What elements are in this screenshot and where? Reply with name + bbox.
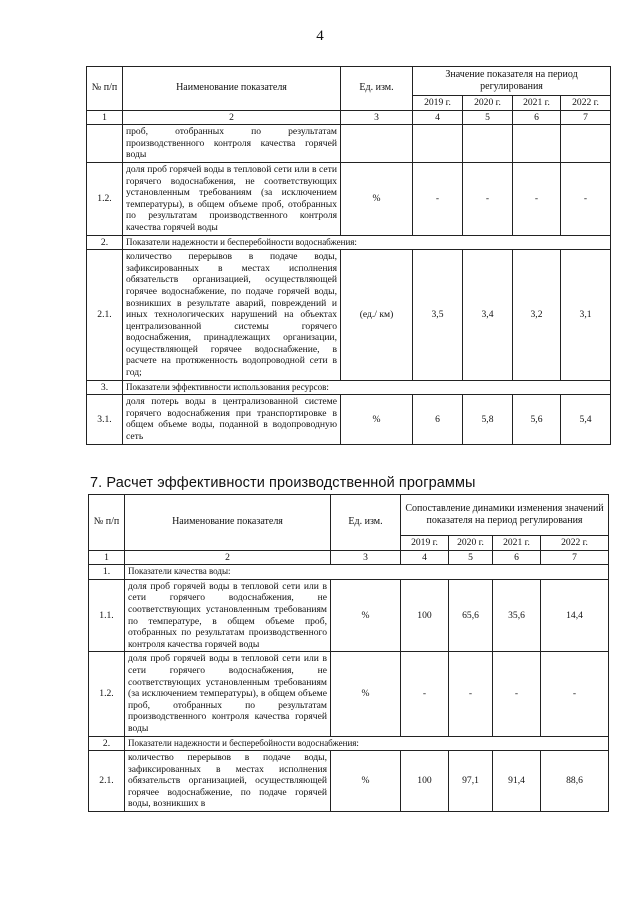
row-value: 3,2	[513, 250, 561, 381]
column-number: 1	[89, 550, 125, 565]
row-value: 91,4	[493, 751, 541, 812]
section-title: Показатели надежности и бесперебойности водоснабжения:	[123, 235, 611, 250]
header-name: Наименование показателя	[123, 67, 341, 111]
row-value: -	[463, 162, 513, 235]
row-value: -	[541, 652, 609, 736]
header-year: 2020 г.	[463, 96, 513, 111]
row-unit: (ед./ км)	[341, 250, 413, 381]
section-row	[87, 235, 611, 250]
column-number: 6	[513, 110, 561, 125]
row-value	[561, 125, 611, 163]
row-name: доля проб горячей воды в тепловой сети или в сети горячего водоснабжения, не соответствующих установленным требованиям (за исключением температуры), в общем объеме проб, отобранных по результатам производственного контроля качества горячей воды	[123, 162, 341, 235]
header-unit: Ед. изм.	[341, 67, 413, 111]
column-number: 5	[449, 550, 493, 565]
row-value: 5,8	[463, 395, 513, 444]
column-number: 2	[123, 110, 341, 125]
section-row	[89, 565, 609, 580]
table-row	[89, 751, 609, 812]
row-value: -	[449, 652, 493, 736]
header-period: Сопоставление динамики изменения значений показателя на период регулирования	[401, 495, 609, 536]
row-value: 65,6	[449, 579, 493, 652]
row-name: доля проб горячей воды в тепловой сети или в сети горячего водоснабжения, не соответствующих установленным требованиям по температуре, в общем объеме проб, отобранных по результатам производственного контроля качества горячей воды	[125, 579, 331, 652]
section-num: 2.	[89, 736, 125, 751]
row-value: 6	[413, 395, 463, 444]
column-number: 4	[413, 110, 463, 125]
column-number: 2	[125, 550, 331, 565]
indicator-values-table	[86, 66, 611, 445]
section-title: Показатели надежности и бесперебойности водоснабжения:	[125, 736, 609, 751]
row-name: доля потерь воды в централизованной системе горячего водоснабжения при транспортировке в общем объеме воды, поданной в водопроводную сеть	[123, 395, 341, 444]
row-value: 35,6	[493, 579, 541, 652]
row-name: количество перерывов в подаче воды, зафиксированных в местах исполнения обязательств организацией, осуществляющей горячее водоснабжение, по подаче горячей воды, возникших в результате аварий, повреждений и иных технологических нарушений на объектах централизованной системы горячего водоснабжения, принадлежащих организации, осуществляющей горячее водоснабжение, в расчете на протяженность водопроводной сети в год;	[123, 250, 341, 381]
table-row	[87, 250, 611, 381]
column-number: 7	[541, 550, 609, 565]
section-title: Показатели качества воды:	[125, 565, 609, 580]
row-name: доля проб горячей воды в тепловой сети или в сети горячего водоснабжения, не соответствующих установленным требованиям (за исключением температуры), в общем объеме проб, отобранных по результатам производственного контроля качества горячей воды	[125, 652, 331, 736]
row-num: 2.1.	[87, 250, 123, 381]
row-value	[513, 125, 561, 163]
row-name: количество перерывов в подаче воды, зафиксированных в местах исполнения обязательств организацией, осуществляющей горячее водоснабжение, по подаче горячей воды, возникших в	[125, 751, 331, 812]
column-number: 5	[463, 110, 513, 125]
row-value: -	[493, 652, 541, 736]
row-value: -	[513, 162, 561, 235]
header-year: 2019 г.	[401, 536, 449, 551]
row-unit: %	[331, 579, 401, 652]
header-year: 2020 г.	[449, 536, 493, 551]
row-value: 14,4	[541, 579, 609, 652]
header-name: Наименование показателя	[125, 495, 331, 551]
table-header-row	[89, 495, 609, 536]
section-num: 2.	[87, 235, 123, 250]
row-unit: %	[331, 652, 401, 736]
row-num	[87, 125, 123, 163]
header-year: 2022 г.	[561, 96, 611, 111]
row-unit: %	[331, 751, 401, 812]
section-row	[89, 736, 609, 751]
header-year: 2022 г.	[541, 536, 609, 551]
row-value: 97,1	[449, 751, 493, 812]
column-number: 3	[341, 110, 413, 125]
header-unit: Ед. изм.	[331, 495, 401, 551]
header-num: № п/п	[87, 67, 123, 111]
section-row	[87, 380, 611, 395]
row-value: -	[401, 652, 449, 736]
row-unit	[341, 125, 413, 163]
column-number: 1	[87, 110, 123, 125]
row-value: 3,1	[561, 250, 611, 381]
row-num: 1.2.	[87, 162, 123, 235]
row-value: 5,4	[561, 395, 611, 444]
table-row	[87, 395, 611, 444]
row-value: 3,5	[413, 250, 463, 381]
row-value	[413, 125, 463, 163]
column-number: 3	[331, 550, 401, 565]
table-row	[89, 579, 609, 652]
header-year: 2019 г.	[413, 96, 463, 111]
efficiency-table	[88, 494, 609, 812]
row-value: 100	[401, 751, 449, 812]
column-number: 6	[493, 550, 541, 565]
section-7-title: 7. Расчет эффективности производственной программы	[90, 475, 476, 491]
header-year: 2021 г.	[513, 96, 561, 111]
row-num: 1.1.	[89, 579, 125, 652]
page-number: 4	[316, 28, 324, 44]
row-value: 88,6	[541, 751, 609, 812]
row-name: проб, отобранных по результатам производственного контроля качества горячей воды	[123, 125, 341, 163]
header-num: № п/п	[89, 495, 125, 551]
column-numbers-row	[87, 110, 611, 125]
row-value: -	[561, 162, 611, 235]
row-value: 3,4	[463, 250, 513, 381]
column-number: 7	[561, 110, 611, 125]
row-value: 5,6	[513, 395, 561, 444]
section-num: 1.	[89, 565, 125, 580]
table-row	[87, 162, 611, 235]
row-value: -	[413, 162, 463, 235]
table-row	[89, 652, 609, 736]
row-num: 1.2.	[89, 652, 125, 736]
row-value: 100	[401, 579, 449, 652]
section-title: Показатели эффективности использования ресурсов:	[123, 380, 611, 395]
table-row	[87, 125, 611, 163]
row-num: 3.1.	[87, 395, 123, 444]
table-header-row	[87, 67, 611, 96]
section-num: 3.	[87, 380, 123, 395]
column-number: 4	[401, 550, 449, 565]
header-period: Значение показателя на период регулирования	[413, 67, 611, 96]
header-year: 2021 г.	[493, 536, 541, 551]
row-unit: %	[341, 162, 413, 235]
row-value	[463, 125, 513, 163]
row-unit: %	[341, 395, 413, 444]
row-num: 2.1.	[89, 751, 125, 812]
column-numbers-row	[89, 550, 609, 565]
